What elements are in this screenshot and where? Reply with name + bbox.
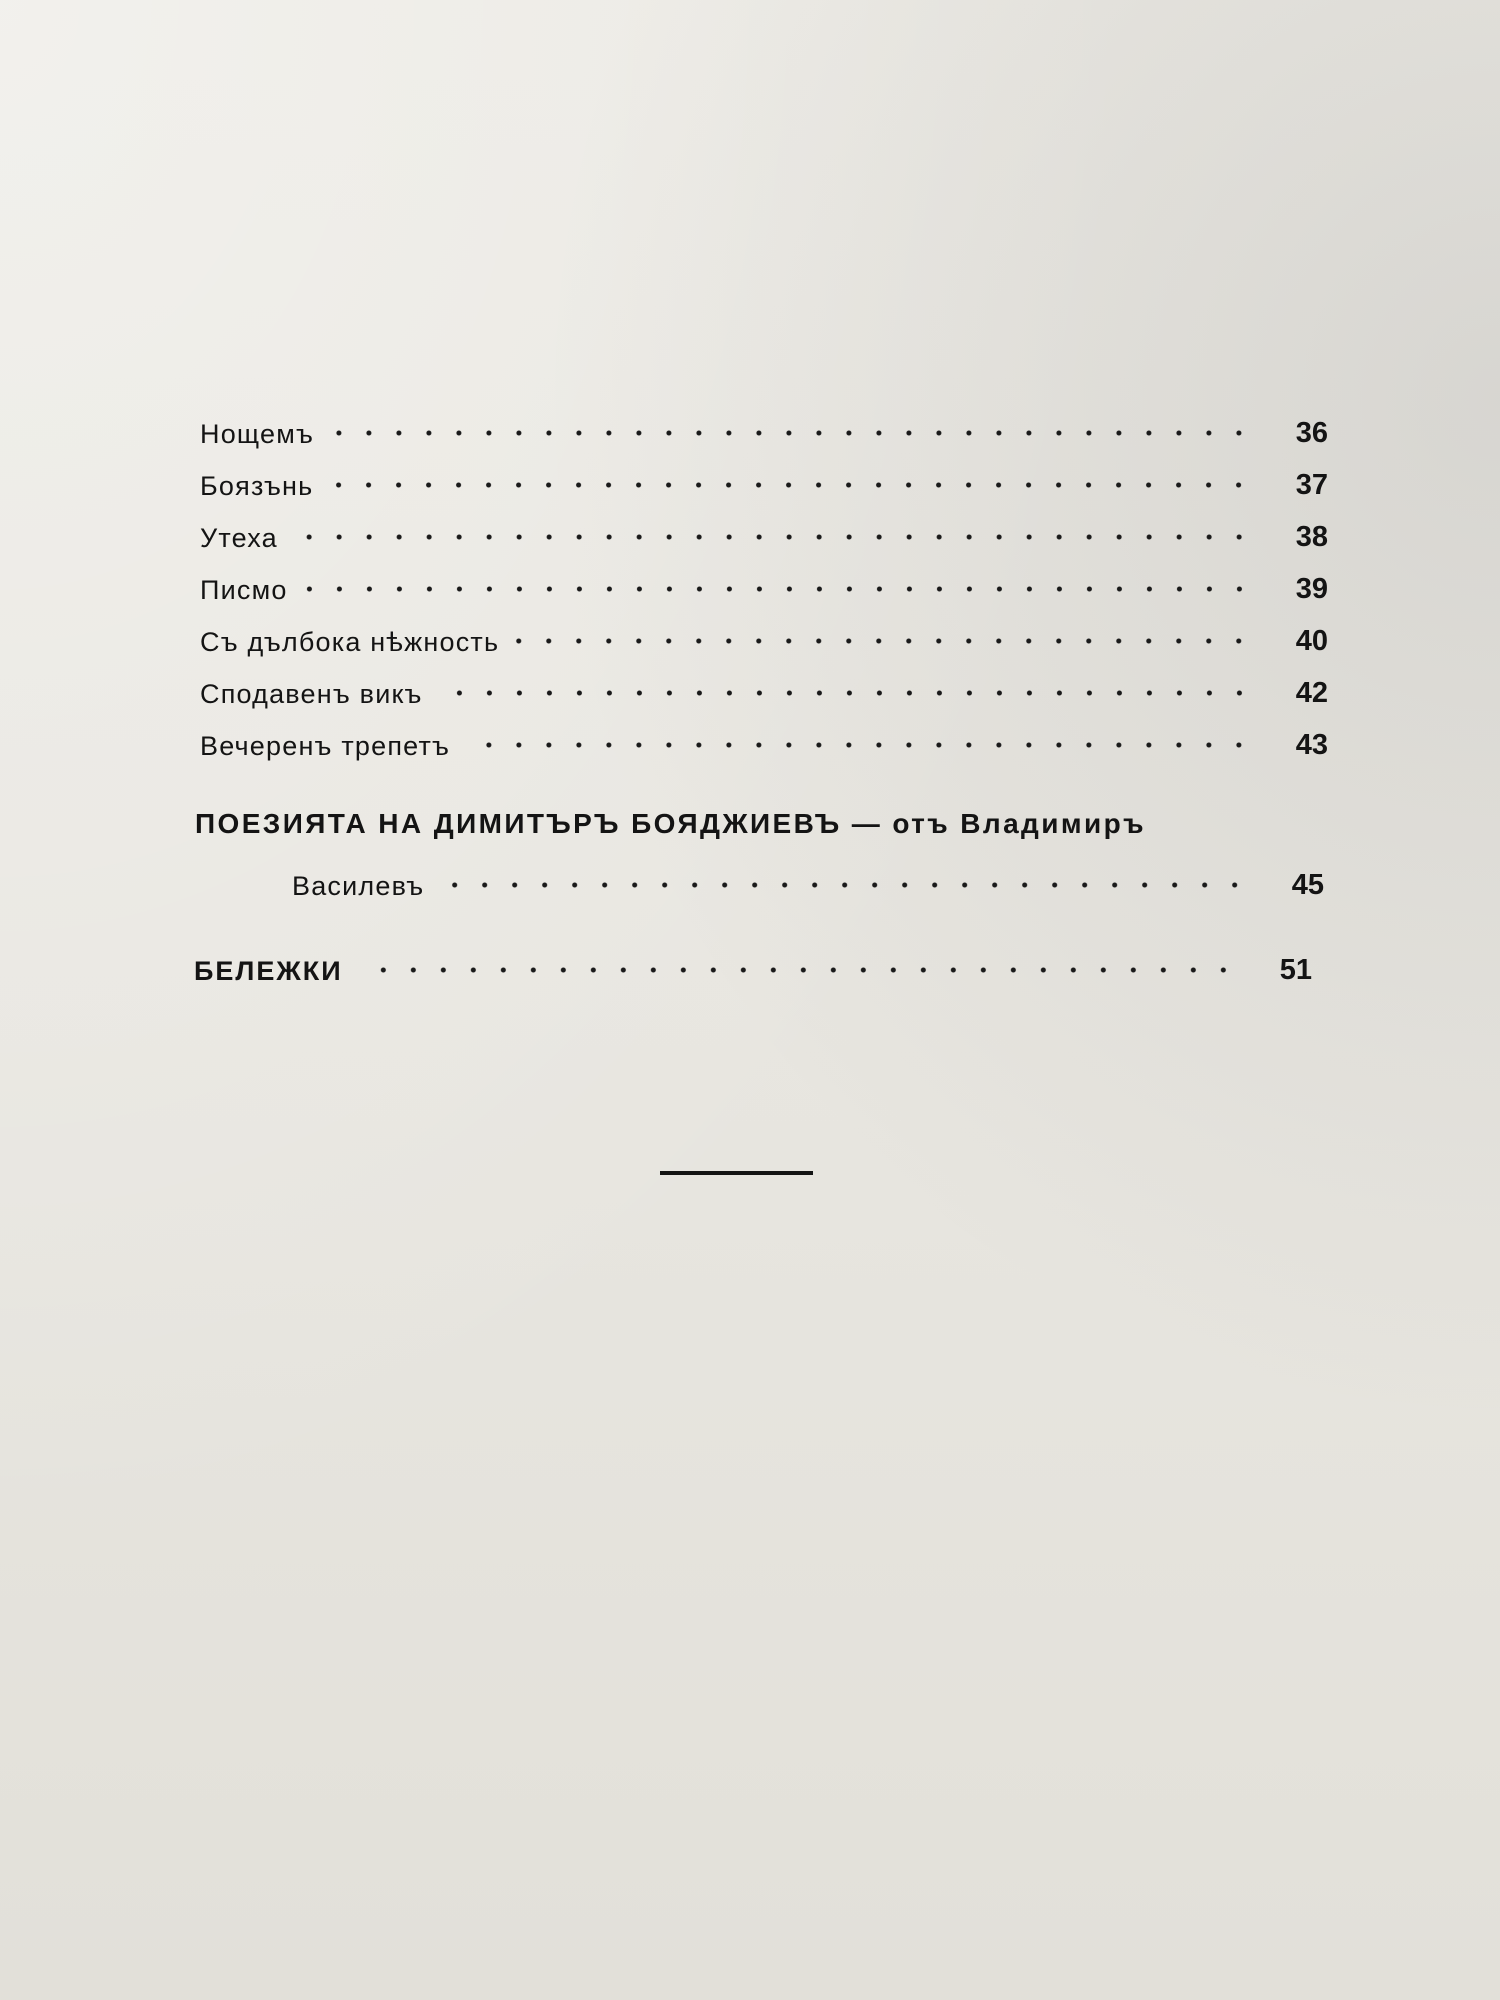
toc-page-number: 37 (1295, 469, 1328, 501)
toc-page-number: 43 (1295, 729, 1328, 761)
toc-entry-noshtem[interactable] (200, 398, 1328, 450)
toc-entry-title: Съ дълбока нѣжность (200, 627, 500, 657)
toc-entry-title: Нощемъ (200, 419, 315, 449)
toc-entry-spodaven-vik[interactable] (200, 658, 1328, 710)
dot-leader (327, 470, 1254, 500)
toc-entry-title: Писмо (200, 575, 288, 605)
toc-entry-title: Сподавенъ викъ (200, 679, 423, 709)
toc-entry-vecheren-trepet[interactable] (200, 710, 1328, 762)
dot-leader (437, 678, 1254, 708)
dot-leader (302, 574, 1254, 604)
toc-page-number: 51 (1279, 954, 1312, 986)
toc-page-number: 38 (1295, 521, 1328, 553)
dot-leader (438, 870, 1250, 900)
toc-entry-pismo[interactable] (200, 554, 1328, 606)
dot-leader (328, 418, 1254, 448)
toc-notes-title: БЕЛЕЖКИ (194, 956, 343, 986)
dot-leader (357, 955, 1238, 985)
toc-entry-uteha[interactable] (200, 502, 1328, 554)
toc-page-number: 36 (1295, 417, 1328, 449)
toc-page-number: 45 (1291, 869, 1324, 901)
dot-leader (513, 626, 1254, 656)
toc-entry-title: Вечеренъ трепетъ (200, 731, 451, 761)
closing-rule (660, 1171, 813, 1175)
dot-leader (464, 730, 1254, 760)
toc-page-number: 42 (1295, 677, 1328, 709)
toc-essay-title-continued: Василевъ (292, 871, 425, 901)
toc-essay-title[interactable]: ПОЕЗИЯТА НА ДИМИТЪРЪ БОЯДЖИЕВЪ — отъ Владимиръ (195, 808, 1146, 839)
toc-entry-s-dalboka-nezhnost[interactable] (200, 606, 1328, 658)
toc-entry-boyazan[interactable] (200, 450, 1328, 502)
toc-entry-notes[interactable] (194, 935, 1312, 987)
toc-page-number: 39 (1295, 573, 1328, 605)
toc-entry-essay[interactable] (292, 850, 1324, 902)
toc-entry-title: Утеха (200, 523, 278, 553)
toc-page-number: 40 (1295, 625, 1328, 657)
toc-entry-title: Боязънь (200, 471, 314, 501)
dot-leader (292, 522, 1254, 552)
